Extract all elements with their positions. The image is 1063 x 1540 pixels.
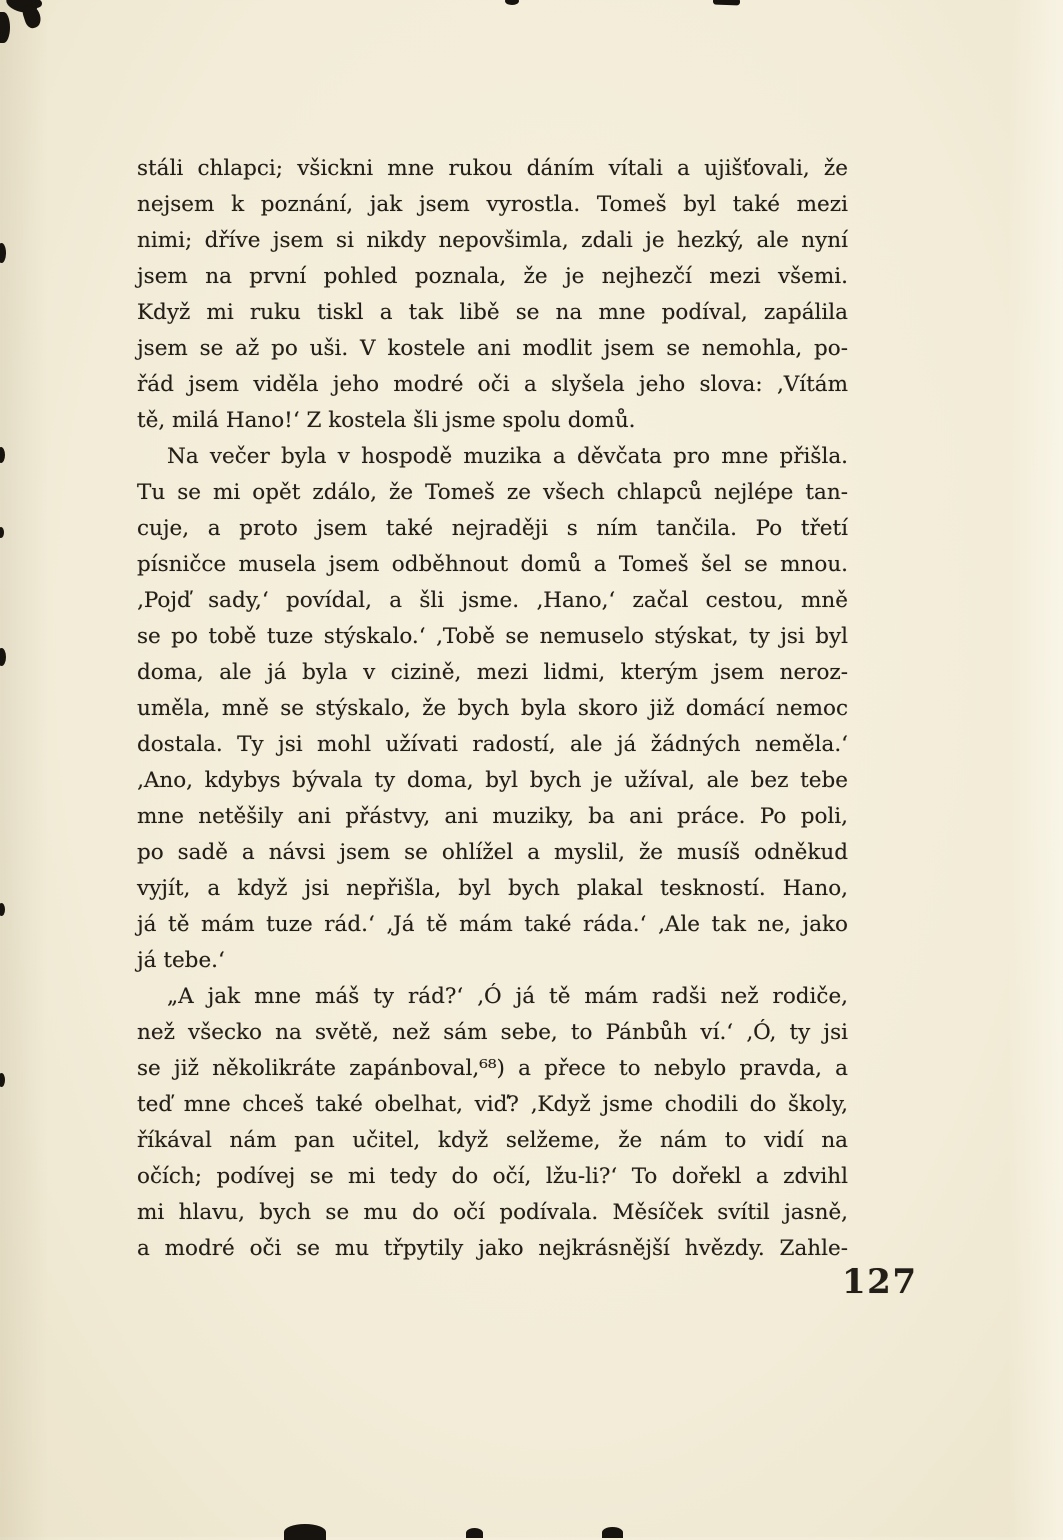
scan-artifact — [602, 1527, 623, 1538]
paragraph — [137, 439, 848, 979]
text-line: než všecko na světě, než sám sebe, to Pánbůh ví.‘ ‚Ó, ty jsi — [137, 1020, 848, 1045]
text-line: po sadě a návsi jsem se ohlížel a myslil, že musíš odněkud — [137, 840, 848, 865]
text-line: já tě mám tuze rád.‘ ‚Já tě mám také ráda.‘ ‚Ale tak ne, jako — [137, 912, 848, 937]
scan-artifact — [713, 0, 740, 5]
text-line: nimi; dříve jsem si nikdy nepovšimla, zdali je hezký, ale nyní — [137, 228, 848, 253]
text-line: dostala. Ty jsi mohl užívati radostí, ale já žádných neměla.‘ — [137, 732, 848, 757]
scan-artifact — [0, 243, 6, 263]
text-line: „A jak mne máš ty rád?‘ ‚Ó já tě mám radši než rodiče, — [167, 984, 848, 1009]
text-line: se již několikráte zapánboval,⁶⁸) a přece to nebylo pravda, a — [137, 1056, 848, 1081]
text-line: jsem se až po uši. V kostele ani modlit jsem se nemohla, po- — [137, 336, 848, 361]
text-line: ‚Ano, kdybys bývala ty doma, byl bych je užíval, ale bez tebe — [137, 768, 848, 793]
text-line: Tu se mi opět zdálo, že Tomeš ze všech chlapců nejlépe tan- — [137, 480, 848, 505]
scan-artifact — [0, 1073, 5, 1087]
text-line: cuje, a proto jsem také nejraději s ním tančila. Po třetí — [137, 516, 848, 541]
page-number: 127 — [842, 1262, 918, 1302]
text-line: vyjít, a když jsi nepřišla, byl bych plakal teskností. Hano, — [137, 876, 848, 901]
text-line: jsem na první pohled poznala, že je nejhezčí mezi všemi. — [137, 264, 848, 289]
paragraph — [137, 151, 848, 439]
scan-artifact — [0, 447, 5, 463]
text-line: uměla, mně se stýskalo, že bych byla skoro již domácí nemoc — [137, 696, 848, 721]
text-line: Na večer byla v hospodě muzika a děvčata pro mne přišla. — [167, 444, 848, 469]
scan-artifact — [284, 1524, 326, 1540]
scan-artifact — [0, 903, 5, 916]
scan-artifact — [0, 527, 4, 538]
text-block — [137, 151, 848, 1267]
text-line: písničce musela jsem odběhnout domů a Tomeš šel se mnou. — [137, 552, 848, 577]
scan-artifact — [21, 3, 43, 30]
text-line: se po tobě tuze stýskalo.‘ ‚Tobě se nemuselo stýskat, ty jsi byl — [137, 624, 848, 649]
text-line: a modré oči se mu třpytily jako nejkrásnější hvězdy. Zahle- — [137, 1236, 848, 1261]
text-line: teď mne chceš také obelhat, viď? ‚Když jsme chodili do školy, — [137, 1092, 848, 1117]
scan-artifact — [31, 0, 42, 8]
text-line: já tebe.‘ — [137, 948, 225, 973]
text-line: mne netěšily ani přástvy, ani muziky, ba ani práce. Po poli, — [137, 804, 848, 829]
text-line: stáli chlapci; všickni mne rukou dáním vítali a ujišťovali, že — [137, 156, 848, 181]
scan-artifact — [0, 12, 10, 43]
text-line: Když mi ruku tiskl a tak libě se na mne podíval, zapálila — [137, 300, 848, 325]
text-line: ‚Pojď sady,‘ povídal, a šli jsme. ‚Hano,‘ začal cestou, mně — [137, 588, 848, 613]
text-line: nejsem k poznání, jak jsem vyrostla. Tomeš byl také mezi — [137, 192, 848, 217]
text-line: říkával nám pan učitel, když selžeme, že nám to vidí na — [137, 1128, 848, 1153]
text-line: doma, ale já byla v cizině, mezi lidmi, kterým jsem neroz- — [137, 660, 848, 685]
scan-artifact — [0, 648, 6, 666]
text-line: mi hlavu, bych se mu do očí podívala. Měsíček svítil jasně, — [137, 1200, 848, 1225]
text-line: očích; podívej se mi tedy do očí, lžu-li?‘ To dořekl a zdvihl — [137, 1164, 848, 1189]
scan-artifact — [505, 0, 519, 5]
text-line: řád jsem viděla jeho modré oči a slyšela jeho slova: ‚Vítám — [137, 372, 848, 397]
text-line: tě, milá Hano!‘ Z kostela šli jsme spolu domů. — [137, 408, 636, 433]
paragraph — [137, 979, 848, 1267]
